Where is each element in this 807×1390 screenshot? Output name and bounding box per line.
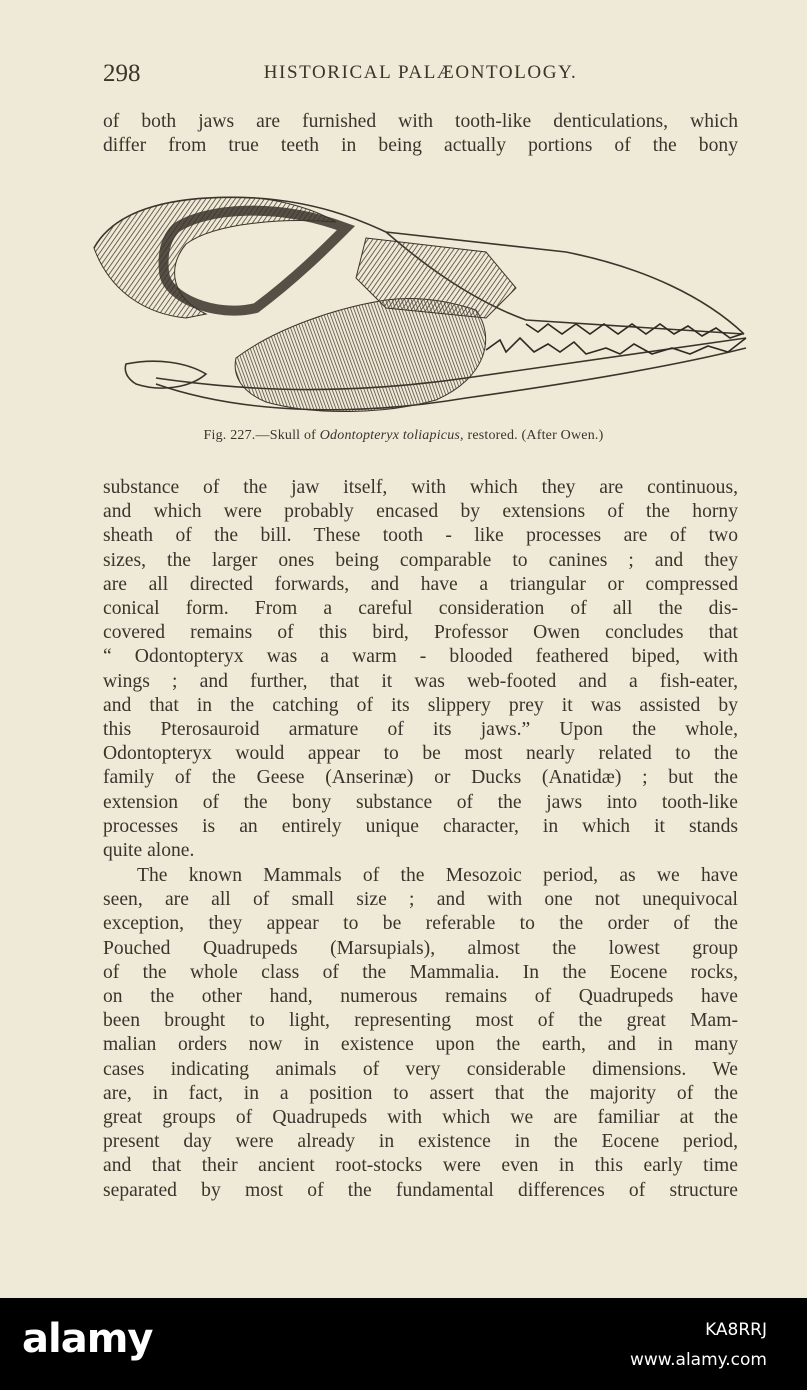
- stock-id: KA8RRJ: [705, 1320, 767, 1340]
- text-line: wings ; and further, that it was web-footed and a fish-eater,: [103, 670, 738, 692]
- text-line: conical form. From a careful consideration of all the dis-: [103, 598, 738, 620]
- text-line: and that their ancient root-stocks were even in this early time: [103, 1155, 738, 1177]
- body-paragraph: [103, 476, 738, 863]
- text-line: of the whole class of the Mammalia. In the Eocene rocks,: [103, 961, 738, 983]
- text-line: Odontopteryx would appear to be most nearly related to the: [103, 743, 738, 765]
- text-line: this Pterosauroid armature of its jaws.” Upon the whole,: [103, 719, 738, 741]
- text-line: great groups of Quadrupeds with which we are familiar at the: [103, 1107, 738, 1129]
- page-number: 298: [103, 60, 141, 87]
- top-paragraph: [103, 110, 738, 158]
- skull-illustration: [86, 188, 754, 426]
- text-line: and which were probably encased by extensions of the horny: [103, 501, 738, 523]
- caption-credit: restored. (After Owen.): [463, 428, 604, 443]
- orbit-rim: [164, 211, 347, 311]
- text-line: been brought to light, representing most of the great Mam-: [103, 1010, 738, 1032]
- text-line: The known Mammals of the Mesozoic period, as we have: [137, 865, 738, 886]
- text-line: present day were already in existence in the Eocene period,: [103, 1131, 738, 1153]
- figure-caption: [0, 428, 807, 444]
- second-paragraph: [103, 864, 738, 1203]
- text-line: differ from true teeth in being actually portions of the bony: [103, 135, 738, 157]
- upper-denticulations: [526, 324, 742, 338]
- text-line: Pouched Quadrupeds (Marsupials), almost the lowest group: [103, 937, 738, 959]
- text-line: separated by most of the fundamental differences of structure: [103, 1179, 738, 1201]
- text-line: sheath of the bill. These tooth - like processes are of two: [103, 525, 738, 547]
- alamy-logo: alamy: [22, 1316, 153, 1362]
- page-header: [103, 60, 738, 90]
- text-line: “ Odontopteryx was a warm - blooded feathered biped, with: [103, 646, 738, 668]
- text-line: processes is an entirely unique character, in which it stands: [103, 815, 738, 837]
- text-line: covered remains of this bird, Professor Owen concludes that: [103, 622, 738, 644]
- text-line: cases indicating animals of very considerable dimensions. We: [103, 1058, 738, 1080]
- text-line: on the other hand, numerous remains of Quadrupeds have: [103, 986, 738, 1008]
- running-title: HISTORICAL PALÆONTOLOGY.: [263, 62, 578, 83]
- text-line: family of the Geese (Anserinæ) or Ducks (Anatidæ) ; but the: [103, 767, 738, 789]
- text-line: of both jaws are furnished with tooth-like denticulations, which: [103, 111, 738, 132]
- text-line: exception, they appear to be referable to the order of the: [103, 913, 738, 935]
- text-line: extension of the bony substance of the jaws into tooth-like: [103, 791, 738, 813]
- caption-species: Odontopteryx toliapicus,: [319, 428, 464, 443]
- site-url: www.alamy.com: [629, 1350, 767, 1370]
- text-line: quite alone.: [103, 840, 195, 862]
- text-line: malian orders now in existence upon the earth, and in many: [103, 1034, 738, 1056]
- text-line: seen, are all of small size ; and with one not unequivocal: [103, 889, 738, 911]
- text-line: are, in fact, in a position to assert that the majority of the: [103, 1082, 738, 1104]
- jaw-shading: [235, 298, 486, 411]
- text-line: substance of the jaw itself, with which they are continuous,: [103, 477, 738, 498]
- caption-label: Fig. 227.—Skull of: [203, 428, 320, 443]
- text-line: are all directed forwards, and have a triangular or compressed: [103, 573, 738, 595]
- text-line: and that in the catching of its slippery prey it was assisted by: [103, 694, 738, 716]
- text-line: sizes, the larger ones being comparable to canines ; and they: [103, 549, 738, 571]
- lower-denticulations: [486, 338, 746, 354]
